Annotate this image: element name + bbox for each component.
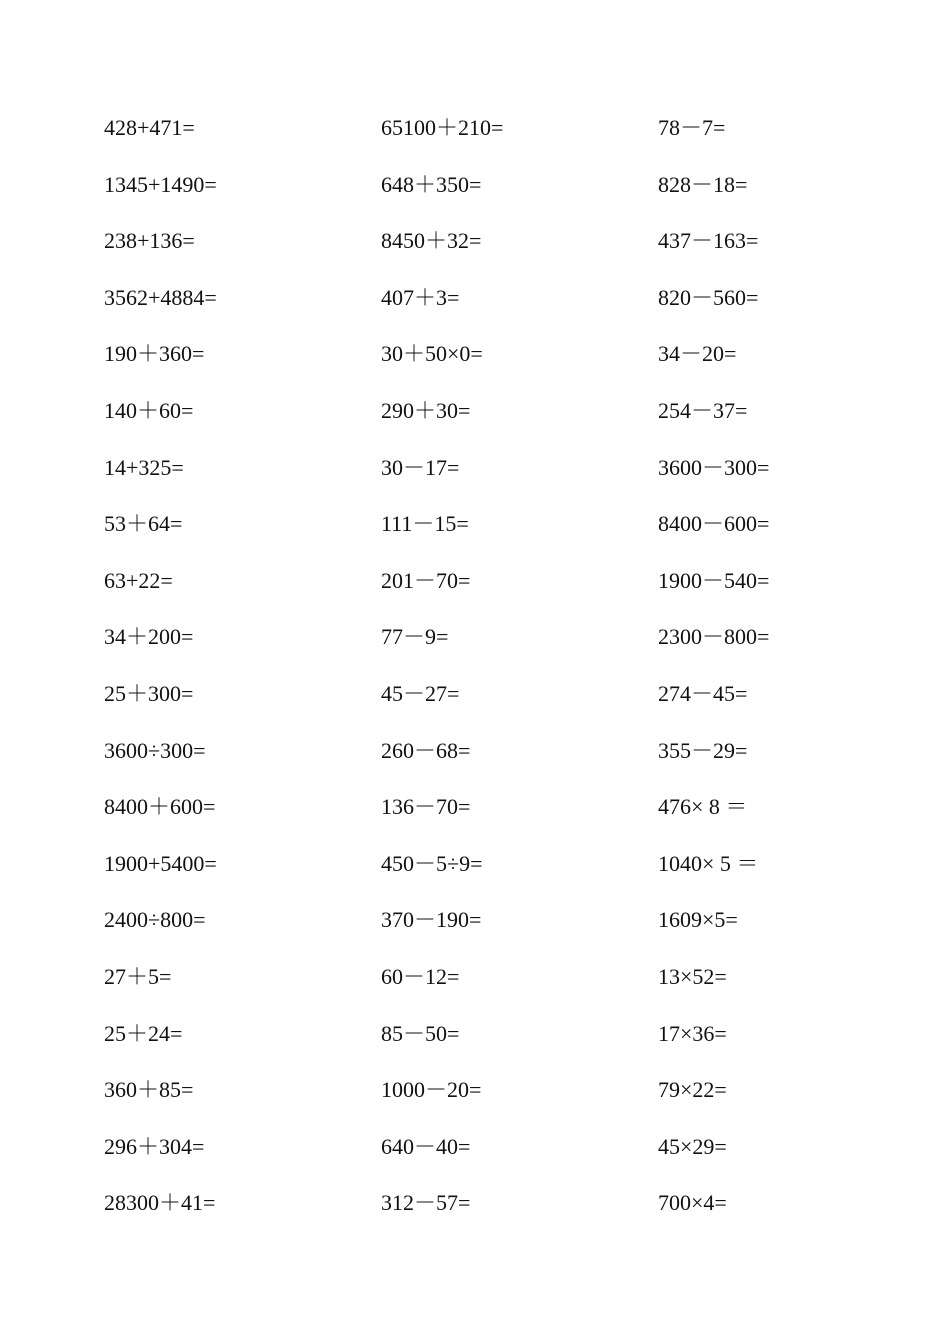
problem: 828－18= (658, 171, 748, 197)
problem: 254－37= (658, 397, 748, 423)
problem: 34＋200= (104, 624, 194, 650)
problem: 8400－600= (658, 511, 770, 537)
problem: 260－68= (381, 737, 471, 763)
problem: 45×29= (658, 1133, 727, 1159)
problem: 437－163= (658, 228, 759, 254)
problem: 1900－540= (658, 567, 770, 593)
problem: 820－560= (658, 284, 759, 310)
problem: 274－45= (658, 680, 748, 706)
problem: 111－15= (381, 511, 469, 537)
problem: 3562+4884= (104, 284, 217, 310)
problem: 79×22= (658, 1077, 727, 1103)
problem: 1000－20= (381, 1077, 482, 1103)
problem: 25＋24= (104, 1020, 183, 1046)
problem: 65100＋210= (381, 115, 504, 140)
problem: 17×36= (658, 1020, 727, 1046)
problem: 60－12= (381, 963, 460, 989)
problem: 78－7= (658, 115, 726, 140)
problem: 290＋30= (381, 397, 471, 423)
problem: 1040× 5 ＝ (658, 850, 759, 876)
problem: 190＋360= (104, 341, 205, 367)
problem: 2400÷800= (104, 907, 206, 933)
problem: 355－29= (658, 737, 748, 763)
problem: 45－27= (381, 680, 460, 706)
problem: 370－190= (381, 907, 482, 933)
problem: 30＋50×0= (381, 341, 483, 367)
arithmetic-worksheet (0, 100, 950, 1232)
problem: 85－50= (381, 1020, 460, 1046)
problem: 450－5÷9= (381, 850, 483, 876)
problem: 360＋85= (104, 1077, 194, 1103)
problem: 648＋350= (381, 171, 482, 197)
problem: 296＋304= (104, 1133, 205, 1159)
problem: 640－40= (381, 1133, 471, 1159)
problem: 8450＋32= (381, 228, 482, 254)
problem: 476× 8 ＝ (658, 794, 748, 820)
problem: 28300＋41= (104, 1190, 216, 1216)
problem: 312－57= (381, 1190, 471, 1216)
problem: 201－70= (381, 567, 471, 593)
problem: 2300－800= (658, 624, 770, 650)
problem: 140＋60= (104, 397, 194, 423)
problem: 428+471= (104, 115, 195, 140)
problem: 8400＋600= (104, 794, 216, 820)
problem: 14+325= (104, 454, 184, 480)
problem: 407＋3= (381, 284, 460, 310)
problem: 63+22= (104, 567, 173, 593)
problem: 53＋64= (104, 511, 183, 537)
problem: 1609×5= (658, 907, 738, 933)
problem: 3600÷300= (104, 737, 206, 763)
problem: 34－20= (658, 341, 737, 367)
problem: 77－9= (381, 624, 449, 650)
problem: 1900+5400= (104, 850, 217, 876)
problem: 27＋5= (104, 963, 172, 989)
problem: 30－17= (381, 454, 460, 480)
problem: 25＋300= (104, 680, 194, 706)
problem: 136－70= (381, 794, 471, 820)
problem: 1345+1490= (104, 171, 217, 197)
problem: 3600－300= (658, 454, 770, 480)
problem: 13×52= (658, 963, 727, 989)
problem: 238+136= (104, 228, 195, 254)
problem: 700×4= (658, 1190, 727, 1216)
